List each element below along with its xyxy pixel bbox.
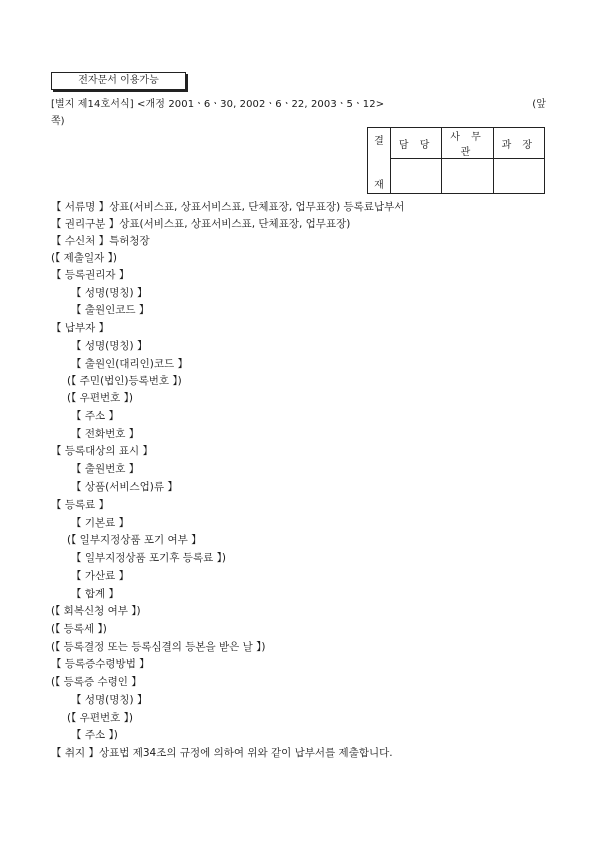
field-payer-name: 【 성명(명칭) 】 xyxy=(71,340,148,352)
field-fee-after-waiver: 【 일부지정상품 포기후 등록료 】) xyxy=(71,552,226,564)
field-recipient: 【 수신처 】특허청장 xyxy=(51,235,150,247)
page-side-label: (앞 xyxy=(532,99,546,110)
field-certificate-method: 【 등록증수령방법 】 xyxy=(51,658,150,670)
form-revision-line xyxy=(51,95,546,110)
field-registration-target: 【 등록대상의 표시 】 xyxy=(51,445,154,457)
approval-box xyxy=(367,127,545,194)
approval-sign-officer xyxy=(442,159,493,194)
field-basic-fee: 【 기본료 】 xyxy=(71,517,130,529)
page-side-label-continued: 쪽) xyxy=(51,116,65,127)
approval-sign-chief xyxy=(493,159,544,194)
approval-side-top: 결 xyxy=(374,136,384,147)
field-recipient-postal-code: (【 우편번호 】) xyxy=(67,712,133,724)
field-purpose: 【 취지 】상표법 제34조의 규정에 의하여 위와 같이 납부서를 제출합니다. xyxy=(51,747,393,759)
field-payer-address: 【 주소 】 xyxy=(71,410,119,422)
form-revision-text: [별지 제14호서식] <개정 2001ㆍ6ㆍ30, 2002ㆍ6ㆍ22, 2003ㆍ5ㆍ12> xyxy=(51,99,385,110)
field-registration-fee: 【 등록료 】 xyxy=(51,499,110,511)
approval-col-officer: 사 무 관 xyxy=(442,128,493,159)
approval-col-staff: 담 당 xyxy=(391,128,442,159)
field-submission-date: (【 제출일자 】) xyxy=(51,252,117,264)
field-recipient-name: 【 성명(명칭) 】 xyxy=(71,694,148,706)
approval-side-bottom: 재 xyxy=(374,180,384,191)
electronic-document-badge: 전자문서 이용가능 xyxy=(51,72,186,90)
field-payer: 【 납부자 】 xyxy=(51,322,110,334)
field-recovery-request: (【 회복신청 여부 】) xyxy=(51,605,141,617)
field-goods-class: 【 상품(서비스업)류 】 xyxy=(71,481,178,493)
field-certificate-recipient: (【 등록증 수령인 】 xyxy=(51,676,142,688)
field-registrant: 【 등록권리자 】 xyxy=(51,269,130,281)
field-surcharge: 【 가산료 】 xyxy=(71,570,130,582)
field-partial-waiver: (【 일부지정상품 포기 여부 】 xyxy=(67,534,202,546)
field-payer-postal-code: (【 우편번호 】) xyxy=(67,392,133,404)
field-registrant-name: 【 성명(명칭) 】 xyxy=(71,287,148,299)
field-application-number: 【 출원번호 】 xyxy=(71,463,140,475)
field-total: 【 합계 】 xyxy=(71,588,119,600)
field-payer-phone: 【 전화번호 】 xyxy=(71,428,140,440)
field-right-type: 【 권리구분 】상표(서비스표, 상표서비스표, 단체표장, 업무표장) xyxy=(51,218,351,230)
field-decision-date: (【 등록결정 또는 등록심결의 등본을 받은 날 】) xyxy=(51,641,266,653)
approval-side-label xyxy=(368,128,391,194)
field-payer-code: 【 출원인(대리인)코드 】 xyxy=(71,358,189,370)
field-document-name: 【 서류명 】상표(서비스표, 상표서비스표, 단체표장, 업무표장) 등록료납부서 xyxy=(51,201,405,213)
approval-sign-staff xyxy=(391,159,442,194)
field-registrant-code: 【 출원인코드 】 xyxy=(71,304,150,316)
field-recipient-address: 【 주소 】) xyxy=(71,729,118,741)
field-registration-tax: (【 등록세 】) xyxy=(51,623,107,635)
approval-col-chief: 과 장 xyxy=(493,128,544,159)
field-payer-reg-number: (【 주민(법인)등록번호 】) xyxy=(67,375,182,387)
